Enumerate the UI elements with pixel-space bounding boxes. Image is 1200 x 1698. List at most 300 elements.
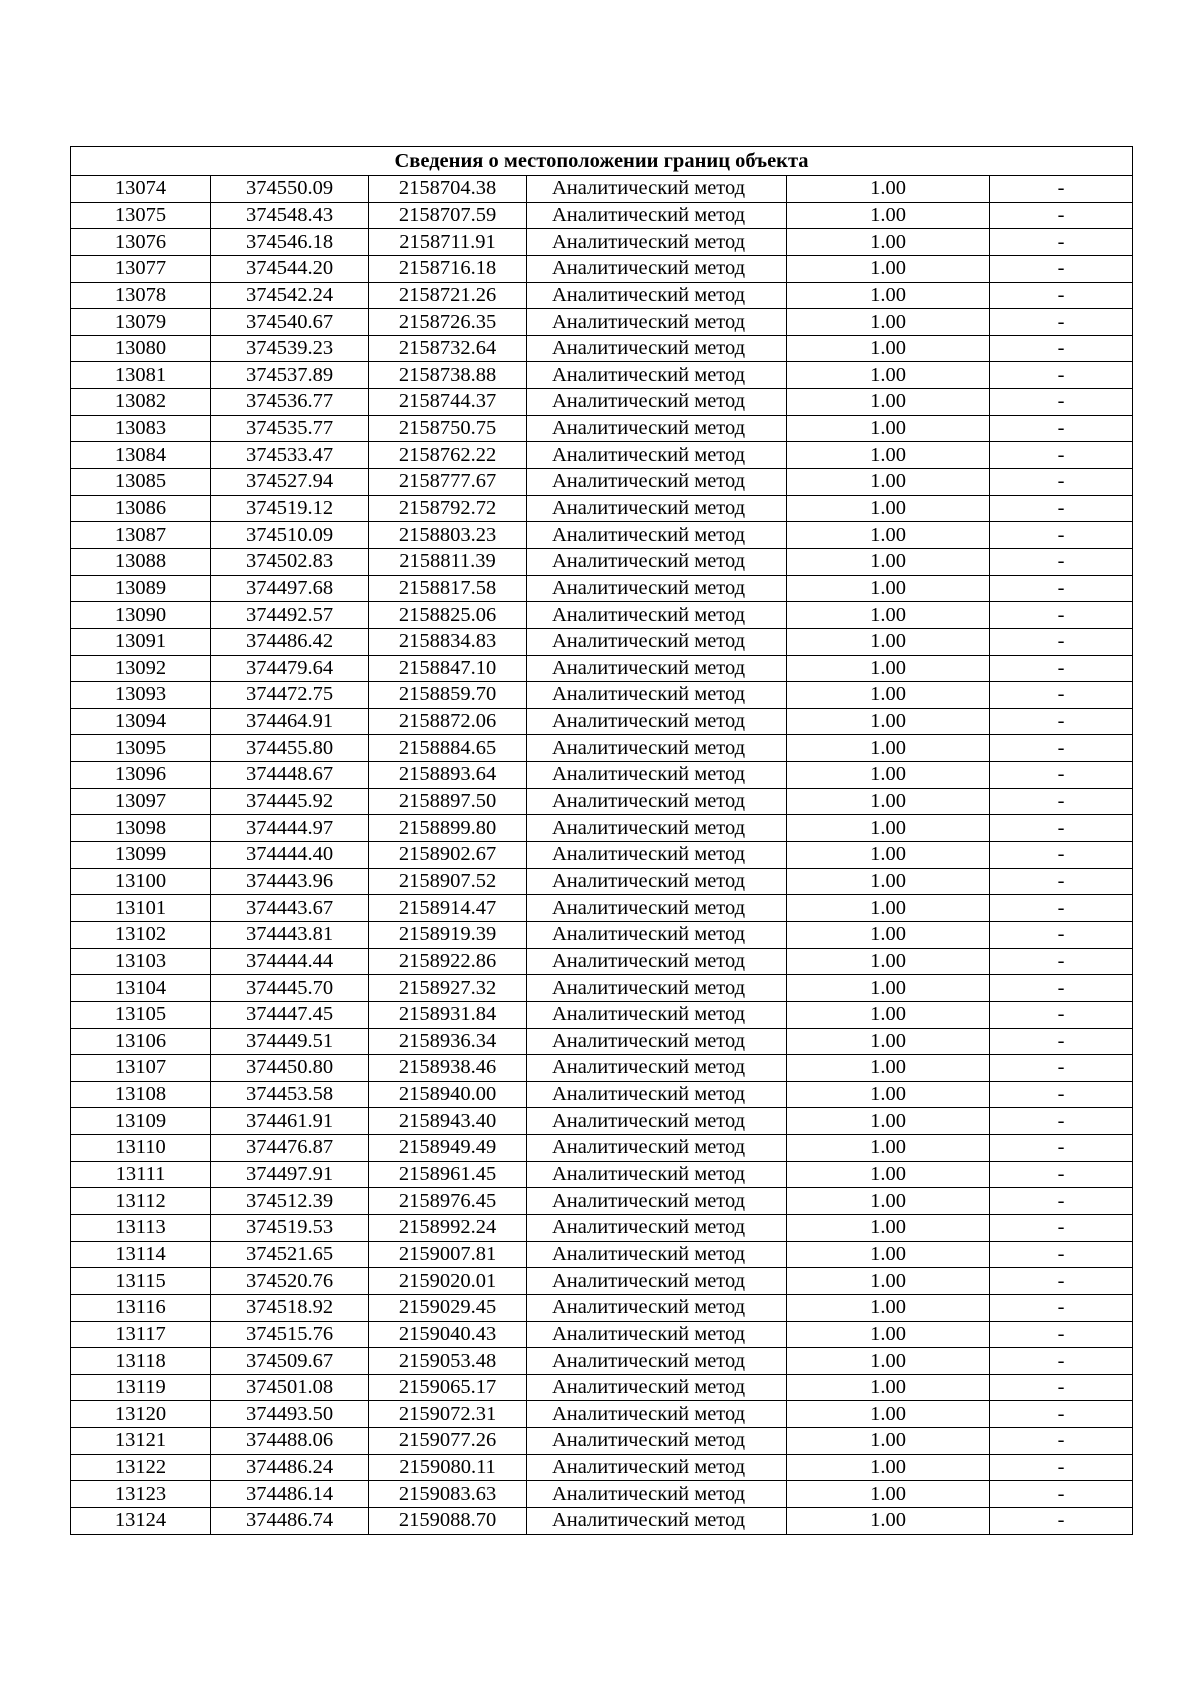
y-coordinate-cell: 2159077.26: [369, 1428, 527, 1455]
description-cell: -: [990, 682, 1133, 709]
y-coordinate-cell: 2158922.86: [369, 948, 527, 975]
accuracy-cell: 1.00: [787, 522, 990, 549]
accuracy-cell: 1.00: [787, 682, 990, 709]
method-cell: Аналитический метод: [527, 1161, 787, 1188]
method-cell: Аналитический метод: [527, 1188, 787, 1215]
description-cell: -: [990, 1401, 1133, 1428]
x-coordinate-cell: 374444.97: [211, 815, 369, 842]
y-coordinate-cell: 2158949.49: [369, 1135, 527, 1162]
accuracy-cell: 1.00: [787, 309, 990, 336]
method-cell: Аналитический метод: [527, 735, 787, 762]
accuracy-cell: 1.00: [787, 548, 990, 575]
description-cell: -: [990, 1161, 1133, 1188]
table-row: [71, 1108, 1133, 1135]
x-coordinate-cell: 374443.96: [211, 868, 369, 895]
accuracy-cell: 1.00: [787, 975, 990, 1002]
point-number-cell: 13088: [71, 548, 211, 575]
method-cell: Аналитический метод: [527, 895, 787, 922]
point-number-cell: 13109: [71, 1108, 211, 1135]
point-number-cell: 13084: [71, 442, 211, 469]
table-row: [71, 1348, 1133, 1375]
description-cell: -: [990, 1374, 1133, 1401]
accuracy-cell: 1.00: [787, 1055, 990, 1082]
method-cell: Аналитический метод: [527, 335, 787, 362]
method-cell: Аналитический метод: [527, 1428, 787, 1455]
method-cell: Аналитический метод: [527, 1401, 787, 1428]
table-row: [71, 1161, 1133, 1188]
x-coordinate-cell: 374536.77: [211, 389, 369, 416]
table-row: [71, 255, 1133, 282]
y-coordinate-cell: 2158803.23: [369, 522, 527, 549]
description-cell: -: [990, 1481, 1133, 1508]
point-number-cell: 13095: [71, 735, 211, 762]
description-cell: -: [990, 788, 1133, 815]
accuracy-cell: 1.00: [787, 1214, 990, 1241]
table-row: [71, 788, 1133, 815]
description-cell: -: [990, 1001, 1133, 1028]
x-coordinate-cell: 374512.39: [211, 1188, 369, 1215]
description-cell: -: [990, 868, 1133, 895]
accuracy-cell: 1.00: [787, 1268, 990, 1295]
point-number-cell: 13082: [71, 389, 211, 416]
method-cell: Аналитический метод: [527, 362, 787, 389]
accuracy-cell: 1.00: [787, 389, 990, 416]
y-coordinate-cell: 2159007.81: [369, 1241, 527, 1268]
table-row: [71, 1428, 1133, 1455]
description-cell: -: [990, 602, 1133, 629]
description-cell: -: [990, 202, 1133, 229]
x-coordinate-cell: 374493.50: [211, 1401, 369, 1428]
method-cell: Аналитический метод: [527, 655, 787, 682]
method-cell: Аналитический метод: [527, 1294, 787, 1321]
y-coordinate-cell: 2158707.59: [369, 202, 527, 229]
description-cell: -: [990, 1241, 1133, 1268]
table-row: [71, 495, 1133, 522]
point-number-cell: 13075: [71, 202, 211, 229]
description-cell: -: [990, 895, 1133, 922]
x-coordinate-cell: 374521.65: [211, 1241, 369, 1268]
accuracy-cell: 1.00: [787, 469, 990, 496]
accuracy-cell: 1.00: [787, 1108, 990, 1135]
table-row: [71, 1055, 1133, 1082]
method-cell: Аналитический метод: [527, 255, 787, 282]
method-cell: Аналитический метод: [527, 921, 787, 948]
x-coordinate-cell: 374535.77: [211, 415, 369, 442]
description-cell: -: [990, 522, 1133, 549]
y-coordinate-cell: 2158847.10: [369, 655, 527, 682]
x-coordinate-cell: 374488.06: [211, 1428, 369, 1455]
method-cell: Аналитический метод: [527, 1374, 787, 1401]
description-cell: -: [990, 176, 1133, 203]
accuracy-cell: 1.00: [787, 442, 990, 469]
x-coordinate-cell: 374444.44: [211, 948, 369, 975]
y-coordinate-cell: 2158938.46: [369, 1055, 527, 1082]
y-coordinate-cell: 2158884.65: [369, 735, 527, 762]
table-row: [71, 309, 1133, 336]
accuracy-cell: 1.00: [787, 176, 990, 203]
accuracy-cell: 1.00: [787, 815, 990, 842]
description-cell: -: [990, 389, 1133, 416]
accuracy-cell: 1.00: [787, 895, 990, 922]
description-cell: -: [990, 1294, 1133, 1321]
accuracy-cell: 1.00: [787, 362, 990, 389]
description-cell: -: [990, 1135, 1133, 1162]
table-row: [71, 1241, 1133, 1268]
table-row: [71, 282, 1133, 309]
method-cell: Аналитический метод: [527, 1268, 787, 1295]
y-coordinate-cell: 2158817.58: [369, 575, 527, 602]
table-row: [71, 176, 1133, 203]
table-row: [71, 842, 1133, 869]
y-coordinate-cell: 2158893.64: [369, 762, 527, 789]
point-number-cell: 13092: [71, 655, 211, 682]
accuracy-cell: 1.00: [787, 575, 990, 602]
method-cell: Аналитический метод: [527, 229, 787, 256]
x-coordinate-cell: 374486.74: [211, 1508, 369, 1535]
description-cell: -: [990, 469, 1133, 496]
method-cell: Аналитический метод: [527, 1321, 787, 1348]
table-row: [71, 335, 1133, 362]
point-number-cell: 13091: [71, 628, 211, 655]
point-number-cell: 13123: [71, 1481, 211, 1508]
description-cell: -: [990, 1321, 1133, 1348]
y-coordinate-cell: 2158899.80: [369, 815, 527, 842]
accuracy-cell: 1.00: [787, 842, 990, 869]
point-number-cell: 13103: [71, 948, 211, 975]
table-row: [71, 1268, 1133, 1295]
method-cell: Аналитический метод: [527, 975, 787, 1002]
x-coordinate-cell: 374501.08: [211, 1374, 369, 1401]
y-coordinate-cell: 2158716.18: [369, 255, 527, 282]
table-row: [71, 1454, 1133, 1481]
description-cell: -: [990, 335, 1133, 362]
x-coordinate-cell: 374479.64: [211, 655, 369, 682]
y-coordinate-cell: 2158936.34: [369, 1028, 527, 1055]
table-row: [71, 202, 1133, 229]
method-cell: Аналитический метод: [527, 788, 787, 815]
method-cell: Аналитический метод: [527, 548, 787, 575]
x-coordinate-cell: 374472.75: [211, 682, 369, 709]
point-number-cell: 13083: [71, 415, 211, 442]
table-row: [71, 229, 1133, 256]
y-coordinate-cell: 2158732.64: [369, 335, 527, 362]
y-coordinate-cell: 2158931.84: [369, 1001, 527, 1028]
point-number-cell: 13077: [71, 255, 211, 282]
accuracy-cell: 1.00: [787, 602, 990, 629]
y-coordinate-cell: 2158704.38: [369, 176, 527, 203]
accuracy-cell: 1.00: [787, 735, 990, 762]
point-number-cell: 13119: [71, 1374, 211, 1401]
x-coordinate-cell: 374476.87: [211, 1135, 369, 1162]
accuracy-cell: 1.00: [787, 948, 990, 975]
table-row: [71, 735, 1133, 762]
description-cell: -: [990, 415, 1133, 442]
table-row: [71, 1028, 1133, 1055]
description-cell: -: [990, 548, 1133, 575]
table-row: [71, 1214, 1133, 1241]
table-row: [71, 1135, 1133, 1162]
y-coordinate-cell: 2158726.35: [369, 309, 527, 336]
x-coordinate-cell: 374486.14: [211, 1481, 369, 1508]
point-number-cell: 13104: [71, 975, 211, 1002]
accuracy-cell: 1.00: [787, 762, 990, 789]
point-number-cell: 13115: [71, 1268, 211, 1295]
x-coordinate-cell: 374464.91: [211, 708, 369, 735]
x-coordinate-cell: 374548.43: [211, 202, 369, 229]
point-number-cell: 13116: [71, 1294, 211, 1321]
x-coordinate-cell: 374447.45: [211, 1001, 369, 1028]
y-coordinate-cell: 2158976.45: [369, 1188, 527, 1215]
accuracy-cell: 1.00: [787, 335, 990, 362]
point-number-cell: 13117: [71, 1321, 211, 1348]
accuracy-cell: 1.00: [787, 1241, 990, 1268]
y-coordinate-cell: 2159040.43: [369, 1321, 527, 1348]
point-number-cell: 13120: [71, 1401, 211, 1428]
method-cell: Аналитический метод: [527, 1001, 787, 1028]
point-number-cell: 13113: [71, 1214, 211, 1241]
accuracy-cell: 1.00: [787, 1481, 990, 1508]
x-coordinate-cell: 374486.24: [211, 1454, 369, 1481]
y-coordinate-cell: 2159083.63: [369, 1481, 527, 1508]
table-body: [71, 176, 1133, 1535]
description-cell: -: [990, 255, 1133, 282]
point-number-cell: 13100: [71, 868, 211, 895]
x-coordinate-cell: 374550.09: [211, 176, 369, 203]
description-cell: -: [990, 655, 1133, 682]
table-row: [71, 1481, 1133, 1508]
y-coordinate-cell: 2158762.22: [369, 442, 527, 469]
description-cell: -: [990, 1188, 1133, 1215]
x-coordinate-cell: 374492.57: [211, 602, 369, 629]
method-cell: Аналитический метод: [527, 1454, 787, 1481]
table-row: [71, 655, 1133, 682]
description-cell: -: [990, 442, 1133, 469]
point-number-cell: 13108: [71, 1081, 211, 1108]
method-cell: Аналитический метод: [527, 1028, 787, 1055]
point-number-cell: 13099: [71, 842, 211, 869]
table-row: [71, 921, 1133, 948]
description-cell: -: [990, 842, 1133, 869]
y-coordinate-cell: 2158872.06: [369, 708, 527, 735]
description-cell: -: [990, 1055, 1133, 1082]
description-cell: -: [990, 708, 1133, 735]
table-row: [71, 1294, 1133, 1321]
accuracy-cell: 1.00: [787, 628, 990, 655]
description-cell: -: [990, 282, 1133, 309]
x-coordinate-cell: 374461.91: [211, 1108, 369, 1135]
table-row: [71, 548, 1133, 575]
description-cell: -: [990, 1508, 1133, 1535]
description-cell: -: [990, 575, 1133, 602]
method-cell: Аналитический метод: [527, 495, 787, 522]
x-coordinate-cell: 374443.81: [211, 921, 369, 948]
y-coordinate-cell: 2158738.88: [369, 362, 527, 389]
x-coordinate-cell: 374515.76: [211, 1321, 369, 1348]
table-row: [71, 1321, 1133, 1348]
x-coordinate-cell: 374450.80: [211, 1055, 369, 1082]
y-coordinate-cell: 2158897.50: [369, 788, 527, 815]
method-cell: Аналитический метод: [527, 282, 787, 309]
y-coordinate-cell: 2158811.39: [369, 548, 527, 575]
table-row: [71, 975, 1133, 1002]
table-row: [71, 868, 1133, 895]
x-coordinate-cell: 374544.20: [211, 255, 369, 282]
description-cell: -: [990, 762, 1133, 789]
method-cell: Аналитический метод: [527, 602, 787, 629]
y-coordinate-cell: 2158750.75: [369, 415, 527, 442]
x-coordinate-cell: 374444.40: [211, 842, 369, 869]
table-row: [71, 708, 1133, 735]
point-number-cell: 13124: [71, 1508, 211, 1535]
x-coordinate-cell: 374519.53: [211, 1214, 369, 1241]
method-cell: Аналитический метод: [527, 202, 787, 229]
method-cell: Аналитический метод: [527, 1214, 787, 1241]
table-row: [71, 682, 1133, 709]
accuracy-cell: 1.00: [787, 282, 990, 309]
method-cell: Аналитический метод: [527, 469, 787, 496]
x-coordinate-cell: 374519.12: [211, 495, 369, 522]
point-number-cell: 13122: [71, 1454, 211, 1481]
x-coordinate-cell: 374497.68: [211, 575, 369, 602]
y-coordinate-cell: 2158943.40: [369, 1108, 527, 1135]
description-cell: -: [990, 1108, 1133, 1135]
description-cell: -: [990, 1028, 1133, 1055]
document-page: [70, 146, 1132, 1535]
y-coordinate-cell: 2158721.26: [369, 282, 527, 309]
point-number-cell: 13102: [71, 921, 211, 948]
point-number-cell: 13094: [71, 708, 211, 735]
accuracy-cell: 1.00: [787, 1081, 990, 1108]
accuracy-cell: 1.00: [787, 495, 990, 522]
point-number-cell: 13093: [71, 682, 211, 709]
y-coordinate-cell: 2158940.00: [369, 1081, 527, 1108]
accuracy-cell: 1.00: [787, 1188, 990, 1215]
method-cell: Аналитический метод: [527, 1508, 787, 1535]
accuracy-cell: 1.00: [787, 1374, 990, 1401]
x-coordinate-cell: 374542.24: [211, 282, 369, 309]
accuracy-cell: 1.00: [787, 868, 990, 895]
point-number-cell: 13101: [71, 895, 211, 922]
y-coordinate-cell: 2158711.91: [369, 229, 527, 256]
x-coordinate-cell: 374445.70: [211, 975, 369, 1002]
description-cell: -: [990, 815, 1133, 842]
method-cell: Аналитический метод: [527, 1241, 787, 1268]
accuracy-cell: 1.00: [787, 1321, 990, 1348]
x-coordinate-cell: 374539.23: [211, 335, 369, 362]
method-cell: Аналитический метод: [527, 575, 787, 602]
accuracy-cell: 1.00: [787, 1508, 990, 1535]
description-cell: -: [990, 1268, 1133, 1295]
accuracy-cell: 1.00: [787, 655, 990, 682]
method-cell: Аналитический метод: [527, 1135, 787, 1162]
point-number-cell: 13110: [71, 1135, 211, 1162]
x-coordinate-cell: 374520.76: [211, 1268, 369, 1295]
x-coordinate-cell: 374502.83: [211, 548, 369, 575]
method-cell: Аналитический метод: [527, 1348, 787, 1375]
y-coordinate-cell: 2158834.83: [369, 628, 527, 655]
method-cell: Аналитический метод: [527, 309, 787, 336]
method-cell: Аналитический метод: [527, 815, 787, 842]
description-cell: -: [990, 948, 1133, 975]
table-row: [71, 442, 1133, 469]
description-cell: -: [990, 1081, 1133, 1108]
method-cell: Аналитический метод: [527, 1081, 787, 1108]
description-cell: -: [990, 1454, 1133, 1481]
x-coordinate-cell: 374445.92: [211, 788, 369, 815]
x-coordinate-cell: 374509.67: [211, 1348, 369, 1375]
accuracy-cell: 1.00: [787, 229, 990, 256]
y-coordinate-cell: 2159072.31: [369, 1401, 527, 1428]
table-row: [71, 815, 1133, 842]
point-number-cell: 13105: [71, 1001, 211, 1028]
description-cell: -: [990, 975, 1133, 1002]
x-coordinate-cell: 374443.67: [211, 895, 369, 922]
x-coordinate-cell: 374546.18: [211, 229, 369, 256]
accuracy-cell: 1.00: [787, 1161, 990, 1188]
point-number-cell: 13090: [71, 602, 211, 629]
y-coordinate-cell: 2159029.45: [369, 1294, 527, 1321]
description-cell: -: [990, 229, 1133, 256]
method-cell: Аналитический метод: [527, 522, 787, 549]
x-coordinate-cell: 374449.51: [211, 1028, 369, 1055]
y-coordinate-cell: 2158902.67: [369, 842, 527, 869]
accuracy-cell: 1.00: [787, 1001, 990, 1028]
y-coordinate-cell: 2159053.48: [369, 1348, 527, 1375]
method-cell: Аналитический метод: [527, 948, 787, 975]
x-coordinate-cell: 374486.42: [211, 628, 369, 655]
y-coordinate-cell: 2158777.67: [369, 469, 527, 496]
x-coordinate-cell: 374518.92: [211, 1294, 369, 1321]
point-number-cell: 13118: [71, 1348, 211, 1375]
method-cell: Аналитический метод: [527, 415, 787, 442]
x-coordinate-cell: 374537.89: [211, 362, 369, 389]
point-number-cell: 13098: [71, 815, 211, 842]
point-number-cell: 13080: [71, 335, 211, 362]
table-row: [71, 895, 1133, 922]
description-cell: -: [990, 1428, 1133, 1455]
y-coordinate-cell: 2158825.06: [369, 602, 527, 629]
x-coordinate-cell: 374453.58: [211, 1081, 369, 1108]
boundary-coordinates-table: [70, 146, 1133, 1535]
table-row: [71, 762, 1133, 789]
y-coordinate-cell: 2158792.72: [369, 495, 527, 522]
y-coordinate-cell: 2158992.24: [369, 1214, 527, 1241]
description-cell: -: [990, 309, 1133, 336]
accuracy-cell: 1.00: [787, 1348, 990, 1375]
x-coordinate-cell: 374533.47: [211, 442, 369, 469]
table-row: [71, 575, 1133, 602]
point-number-cell: 13086: [71, 495, 211, 522]
accuracy-cell: 1.00: [787, 921, 990, 948]
point-number-cell: 13079: [71, 309, 211, 336]
y-coordinate-cell: 2159065.17: [369, 1374, 527, 1401]
accuracy-cell: 1.00: [787, 708, 990, 735]
table-row: [71, 1401, 1133, 1428]
y-coordinate-cell: 2159080.11: [369, 1454, 527, 1481]
x-coordinate-cell: 374497.91: [211, 1161, 369, 1188]
x-coordinate-cell: 374510.09: [211, 522, 369, 549]
point-number-cell: 13078: [71, 282, 211, 309]
table-row: [71, 1188, 1133, 1215]
method-cell: Аналитический метод: [527, 389, 787, 416]
method-cell: Аналитический метод: [527, 1108, 787, 1135]
x-coordinate-cell: 374540.67: [211, 309, 369, 336]
x-coordinate-cell: 374527.94: [211, 469, 369, 496]
table-row: [71, 415, 1133, 442]
description-cell: -: [990, 1348, 1133, 1375]
method-cell: Аналитический метод: [527, 1055, 787, 1082]
point-number-cell: 13081: [71, 362, 211, 389]
